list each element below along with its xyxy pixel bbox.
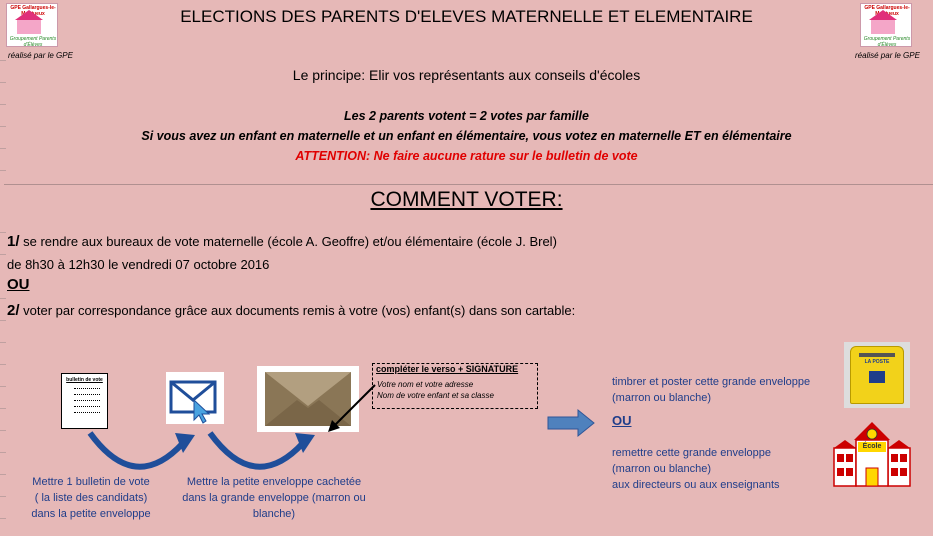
step1-number: 1/ [7, 233, 20, 250]
row-gridline [0, 298, 6, 299]
step1-text: se rendre aux bureaux de vote maternelle (école A. Geoffre) et/ou élémentaire (école J. Brel) [19, 234, 557, 249]
logo-top-text: GPE Gallargues-le-Montueux [864, 5, 910, 17]
house-roof-icon [869, 10, 897, 20]
small-envelope-icon [166, 372, 224, 424]
option-line: timbrer et poster cette grande enveloppe [612, 376, 811, 388]
caption-line: ( la liste des candidats) [34, 492, 148, 504]
school-icon [832, 420, 912, 490]
row-gridline [0, 342, 6, 343]
option-hand-deliver [612, 445, 832, 493]
option-or: OU [612, 413, 632, 428]
row-gridline [0, 518, 6, 519]
curved-arrow-1 [85, 425, 200, 475]
or-separator: OU [7, 276, 30, 293]
row-gridline [0, 232, 6, 233]
step1-time: de 8h30 à 12h30 le vendredi 07 octobre 2016 [7, 257, 270, 272]
row-gridline [0, 386, 6, 387]
house-roof-icon [15, 10, 43, 20]
caption-step-ballot [20, 474, 162, 522]
gpe-logo-right [860, 3, 912, 47]
made-by-left: réalisé par le GPE [8, 51, 73, 60]
verso-instructions-box [372, 363, 538, 409]
option-line: remettre cette grande enveloppe [612, 447, 771, 459]
caption-line: dans la petite enveloppe [31, 508, 151, 520]
option-line: (marron ou blanche) [612, 392, 712, 404]
caption-line: Mettre 1 bulletin de vote [32, 476, 150, 488]
row-gridline [0, 254, 6, 255]
house-icon [17, 20, 41, 34]
how-to-vote-heading: COMMENT VOTER: [370, 188, 563, 211]
row-gridline [0, 104, 6, 105]
logo-top-text: GPE Gallargues-le-Montueux [10, 5, 56, 17]
ballot-title: bulletin de vote [66, 377, 103, 383]
gpe-logo-left [6, 3, 58, 47]
step2 [7, 302, 575, 319]
house-icon [871, 20, 895, 34]
option-post [612, 374, 832, 406]
logo-bottom-text: Groupement Parents d'Élèves [9, 36, 57, 48]
row-gridline [0, 452, 6, 453]
mailbox-icon [844, 342, 910, 408]
school-label: École [862, 443, 882, 450]
row-gridline [0, 320, 6, 321]
warning-text: ATTENTION: Ne faire aucune rature sur le bulletin de vote [295, 149, 638, 163]
step1 [7, 233, 557, 250]
caption-line: blanche) [252, 508, 296, 520]
row-gridline [0, 408, 6, 409]
caption-step-envelope [178, 474, 370, 522]
section-divider [4, 184, 933, 185]
made-by-right: réalisé par le GPE [855, 51, 920, 60]
row-gridline [0, 430, 6, 431]
row-gridline [0, 364, 6, 365]
verso-line1: Votre nom et votre adresse [377, 380, 474, 389]
step2-text: voter par correspondance grâce aux documents remis à votre (vos) enfant(s) dans son cartable: [19, 303, 576, 318]
verso-title: compléter le verso + SIGNATURE [376, 364, 519, 374]
page-title: ELECTIONS DES PARENTS D'ELEVES MATERNELLE ET ELEMENTAIRE [180, 7, 753, 26]
row-gridline [0, 474, 6, 475]
option-line: (marron ou blanche) [612, 463, 712, 475]
caption-line: Mettre la petite enveloppe cachetée [186, 476, 362, 488]
caption-line: dans la grande enveloppe (marron ou [182, 492, 366, 504]
row-gridline [0, 60, 6, 61]
step2-number: 2/ [7, 302, 20, 319]
mailbox-label: LA POSTE [864, 359, 890, 365]
votes-per-family: Les 2 parents votent = 2 votes par famille [344, 109, 589, 123]
row-gridline [0, 170, 6, 171]
row-gridline [0, 126, 6, 127]
pointer-arrow [320, 380, 380, 440]
both-schools-note: Si vous avez un enfant en maternelle et un enfant en élémentaire, vous votez en maternelle ET en élémentaire [141, 129, 792, 143]
ballot-paper-icon [61, 373, 108, 429]
logo-bottom-text: Groupement Parents d'Élèves [863, 36, 911, 48]
verso-line2: Nom de votre enfant et sa classe [377, 391, 494, 400]
row-gridline [0, 496, 6, 497]
principle-text: Le principe: Elir vos représentants aux conseils d'écoles [292, 67, 641, 83]
curved-arrow-2 [205, 425, 320, 475]
right-arrow-icon [546, 408, 596, 438]
option-line: aux directeurs ou aux enseignants [612, 479, 780, 491]
